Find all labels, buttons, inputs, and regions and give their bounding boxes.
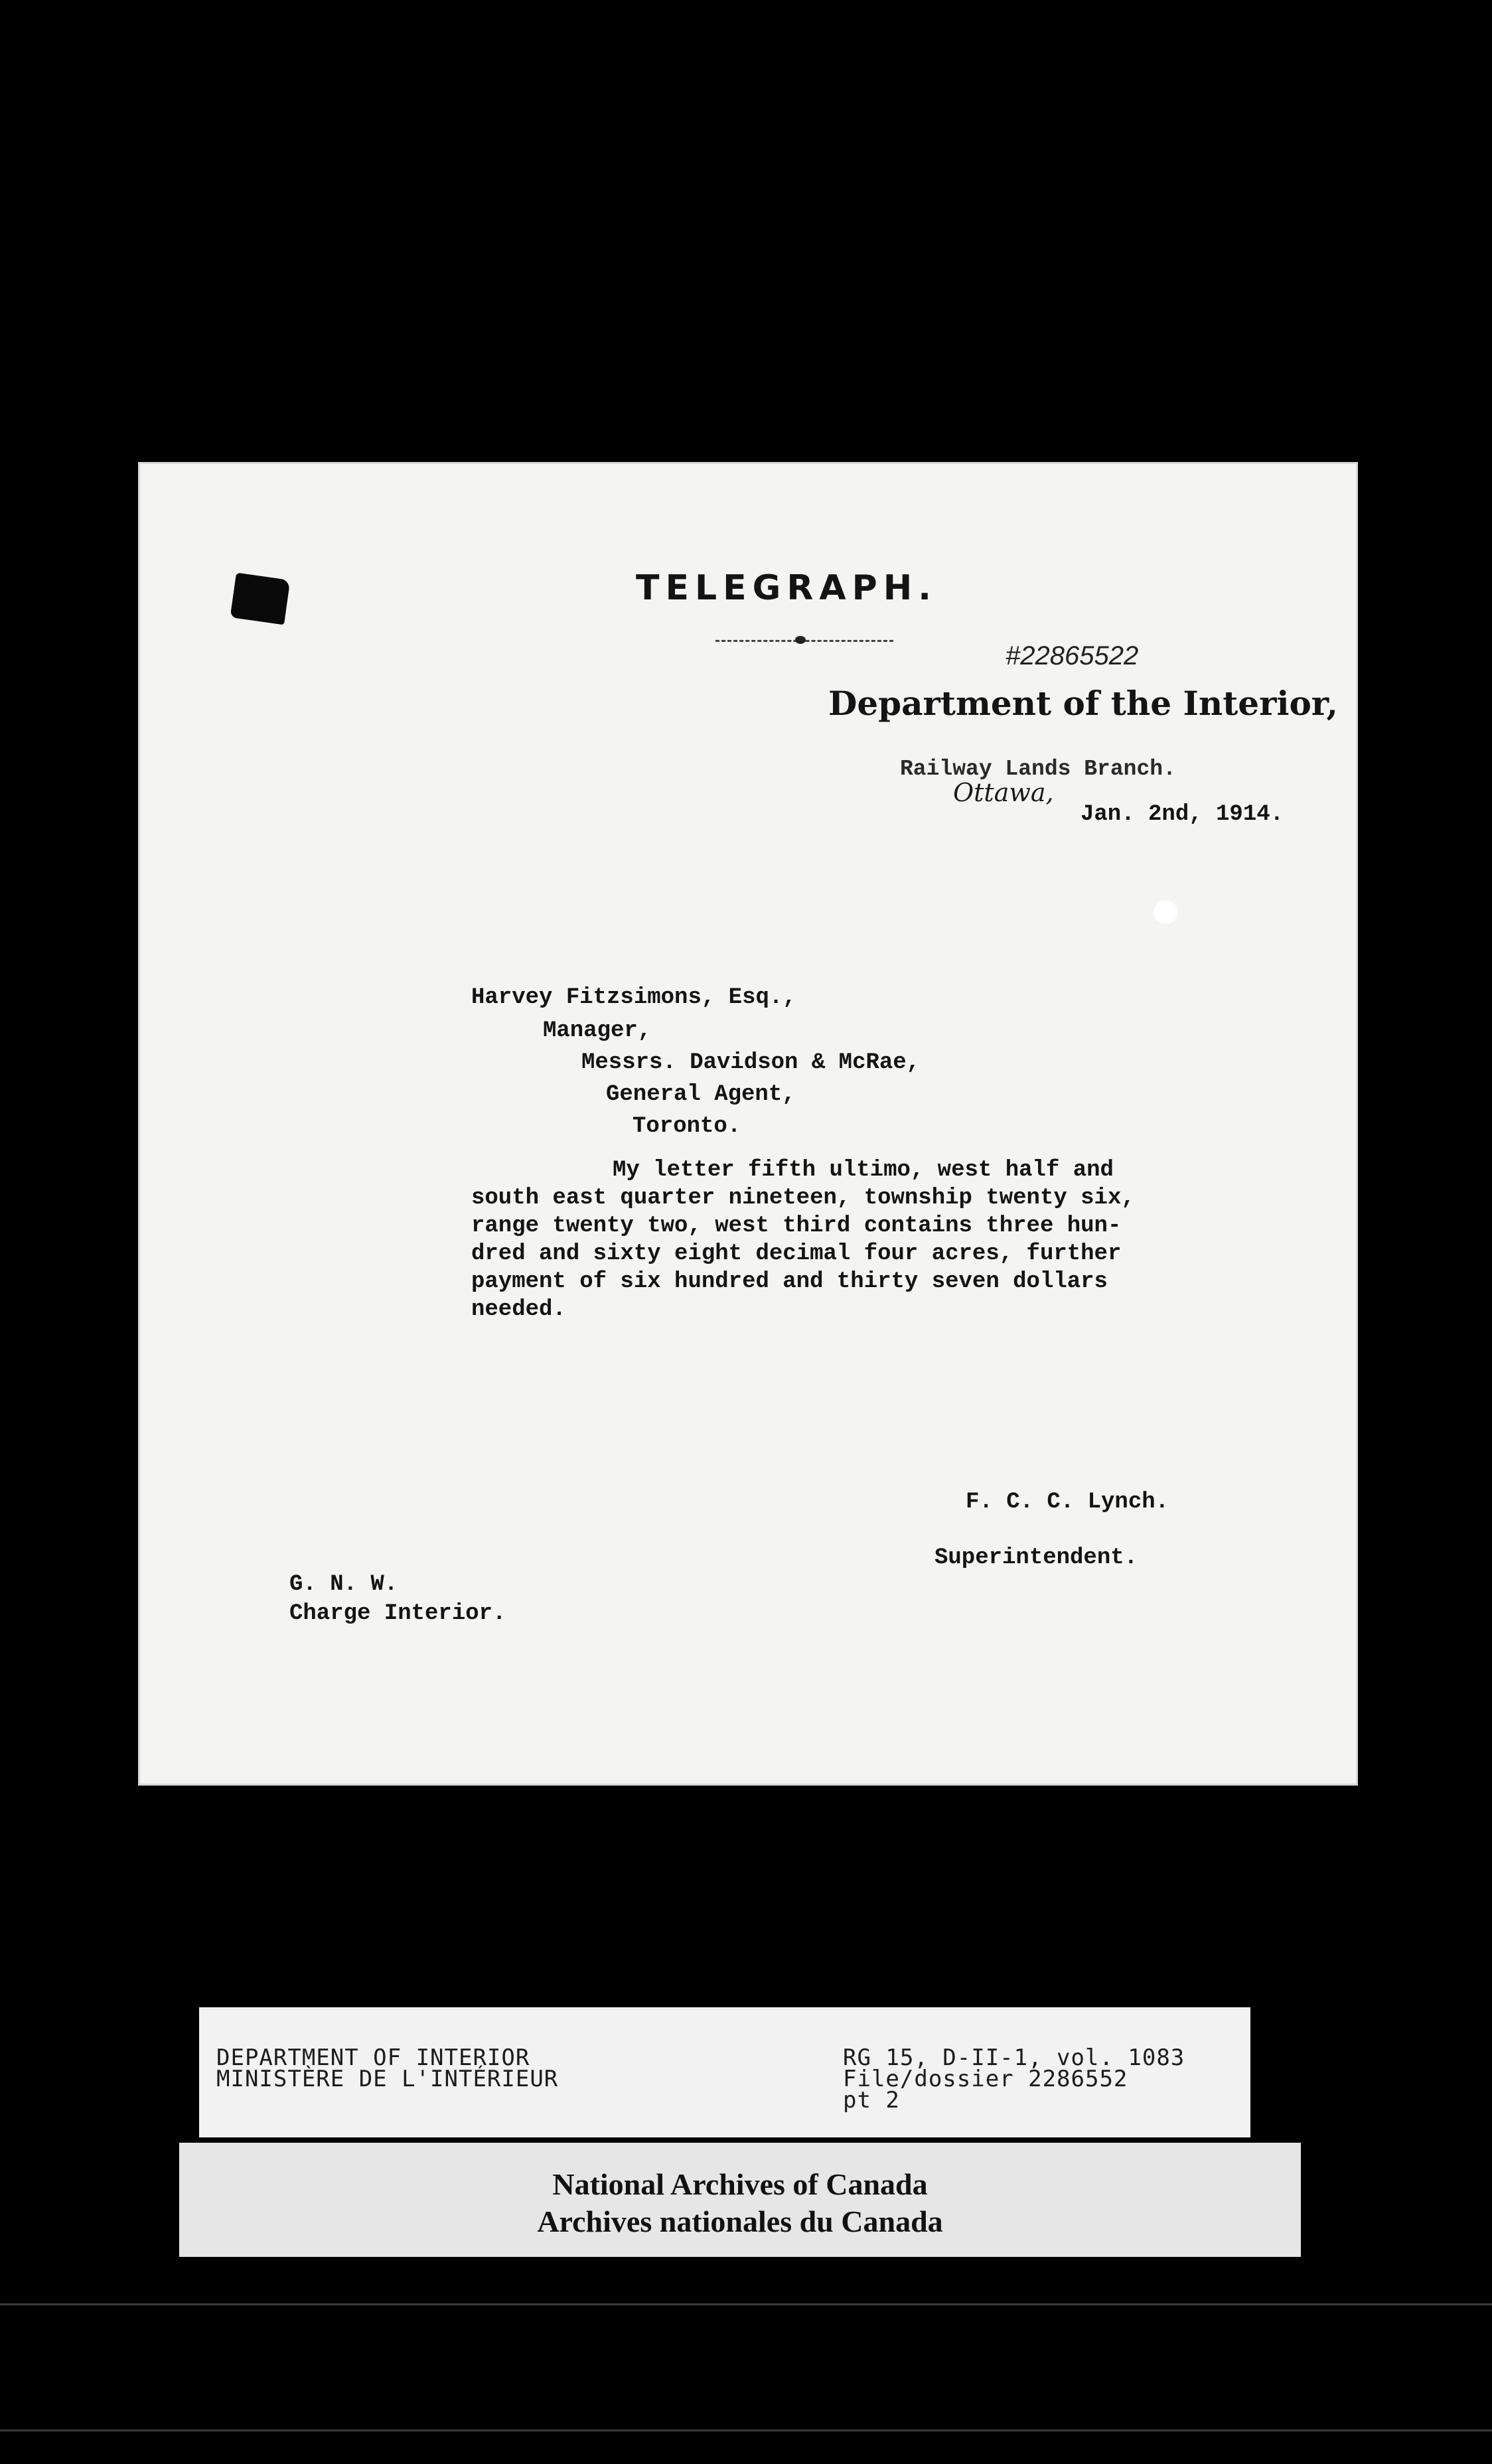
recipient-line: Messrs. Davidson & McRae,	[581, 1050, 921, 1075]
telegram-document	[138, 462, 1358, 1786]
department-name: Department of the Interior,	[828, 684, 1338, 723]
message-line: payment of six hundred and thirty seven dollars	[471, 1269, 1108, 1294]
place-name: Ottawa,	[953, 778, 1054, 807]
file-number: #22865522	[1006, 641, 1139, 670]
message-line: range twenty two, west third contains three hun-	[471, 1213, 1122, 1239]
part-reference: pt 2	[843, 2087, 900, 2114]
message-line: south east quarter nineteen, township twenty six,	[471, 1186, 1135, 1211]
department-label-fr: MINISTÈRE DE L'INTÉRIEUR	[216, 2066, 559, 2092]
message-line: needed.	[471, 1297, 566, 1322]
archives-banner	[179, 2143, 1301, 2257]
film-edge-line	[0, 2429, 1492, 2431]
charge-line: Charge Interior.	[289, 1601, 506, 1626]
archives-name-en: National Archives of Canada	[552, 2167, 928, 2201]
department-label-en: DEPARTMENT OF INTERIOR	[216, 2044, 530, 2071]
recipient-line: General Agent,	[606, 1082, 796, 1107]
file-dossier-reference: File/dossier 2286552	[843, 2066, 1128, 2092]
heading-rule-ornament	[795, 636, 806, 644]
branch-name: Railway Lands Branch.	[900, 757, 1176, 781]
archive-reference-label	[199, 2007, 1250, 2137]
archives-name-fr: Archives nationales du Canada	[537, 2204, 943, 2238]
document-date: Jan. 2nd, 1914.	[1081, 802, 1284, 827]
signature-title: Superintendent.	[934, 1545, 1138, 1571]
film-edge-line	[0, 2303, 1492, 2305]
recipient-line: Toronto.	[633, 1114, 741, 1139]
recipient-line: Harvey Fitzsimons, Esq.,	[471, 985, 796, 1010]
message-line: dred and sixty eight decimal four acres, further	[471, 1241, 1122, 1267]
paper-blemish	[1154, 900, 1177, 924]
punch-hole	[230, 573, 291, 625]
document-heading: TELEGRAPH.	[636, 568, 937, 608]
message-line: My letter fifth ultimo, west half and	[613, 1158, 1114, 1183]
recipient-line: Manager,	[543, 1018, 652, 1043]
charge-line: G. N. W.	[289, 1572, 398, 1597]
record-group-reference: RG 15, D-II-1, vol. 1083	[843, 2044, 1185, 2071]
signature-name: F. C. C. Lynch.	[966, 1490, 1169, 1515]
